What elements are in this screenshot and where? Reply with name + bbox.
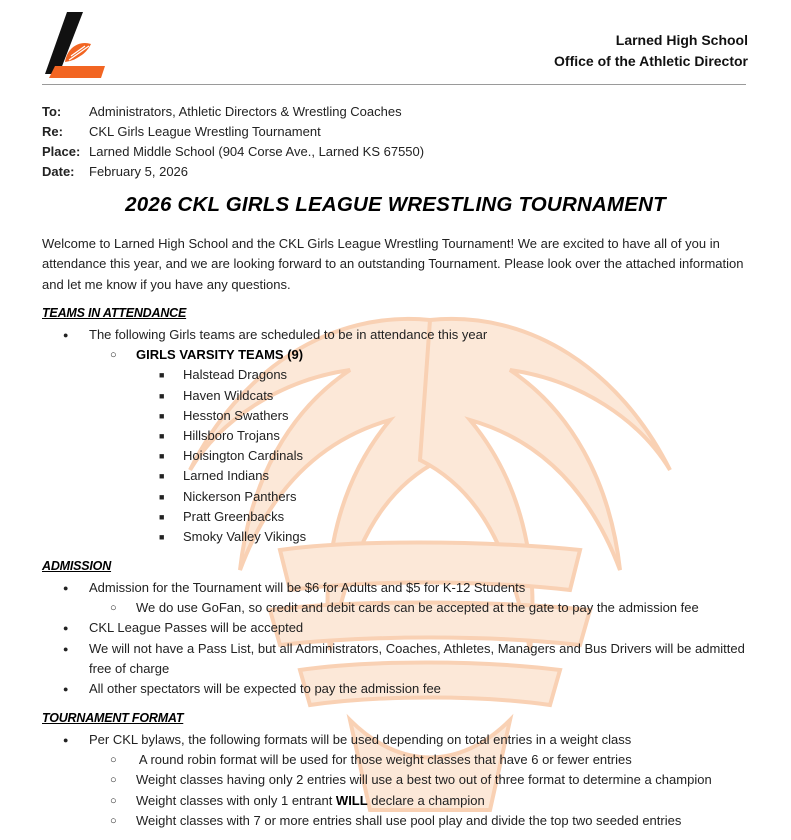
admission-heading: ADMISSION (42, 559, 112, 573)
header-divider (42, 84, 746, 85)
team-item: ■ Pratt Greenbacks (42, 507, 748, 527)
memo-fields (42, 102, 424, 182)
teams-section (42, 325, 748, 547)
memo-date: Date: February 5, 2026 (42, 164, 189, 179)
teams-heading: TEAMS IN ATTENDANCE (42, 306, 187, 320)
format-heading: TOURNAMENT FORMAT (42, 711, 184, 725)
team-item: ■ Nickerson Panthers (42, 487, 748, 507)
list-item: ○ Weight classes with only 1 entrant WILL declare a champion (42, 791, 748, 811)
document-title: 2026 CKL GIRLS LEAGUE WRESTLING TOURNAMENT (125, 193, 666, 216)
team-item: ■ Haven Wildcats (42, 386, 748, 406)
team-item: ■ Halstead Dragons (42, 365, 748, 385)
list-item: ● We will not have a Pass List, but all Administrators, Coaches, Athletes, Managers and Bus Drivers will be admitted free of charge (42, 639, 748, 679)
list-item: ● CKL League Passes will be accepted (42, 618, 748, 638)
list-item: ● Admission for the Tournament will be $6 for Adults and $5 for K-12 Students (42, 578, 748, 598)
list-item: ○ Weight classes with 7 or more entries shall use pool play and divide the top two seeded entries (42, 811, 748, 831)
list-item: ○ We do use GoFan, so credit and debit cards can be accepted at the gate to pay the admission fee (42, 598, 748, 618)
larned-logo (45, 12, 105, 80)
list-item: ○ GIRLS VARSITY TEAMS (9) (42, 345, 748, 365)
format-section (42, 730, 748, 831)
team-item: ■ Hillsboro Trojans (42, 426, 748, 446)
memo-place: Place: Larned Middle School (904 Corse Ave., Larned KS 67550) (42, 144, 425, 159)
admission-section (42, 578, 748, 699)
school-name: Larned High School (615, 32, 748, 48)
list-item: ○ A round robin format will be used for those weight classes that have 6 or fewer entries (42, 750, 748, 770)
list-item: ● All other spectators will be expected to pay the admission fee (42, 679, 748, 699)
letterhead (554, 30, 748, 72)
team-item: ■ Hoisington Cardinals (42, 446, 748, 466)
list-item: ○ Weight classes having only 2 entries will use a best two out of three format to determine a champion (42, 770, 748, 790)
list-item: ● The following Girls teams are scheduled to be in attendance this year (42, 325, 748, 345)
team-item: ■ Larned Indians (42, 466, 748, 486)
team-item: ■ Hesston Swathers (42, 406, 748, 426)
memo-to: To: Administrators, Athletic Directors & Wrestling Coaches (42, 104, 402, 119)
list-item: ● Per CKL bylaws, the following formats will be used depending on total entries in a weight class (42, 730, 748, 750)
intro-paragraph: Welcome to Larned High School and the CKL Girls League Wrestling Tournament! We are excited to have all of you in attendance this year, and we are looking forward to an outstanding Tournament. Please look over the attached information and let me know if you have any questions. (42, 236, 744, 292)
memo-re: Re: CKL Girls League Wrestling Tournament (42, 124, 321, 139)
office-name: Office of the Athletic Director (554, 53, 748, 69)
team-item: ■ Smoky Valley Vikings (42, 527, 748, 547)
